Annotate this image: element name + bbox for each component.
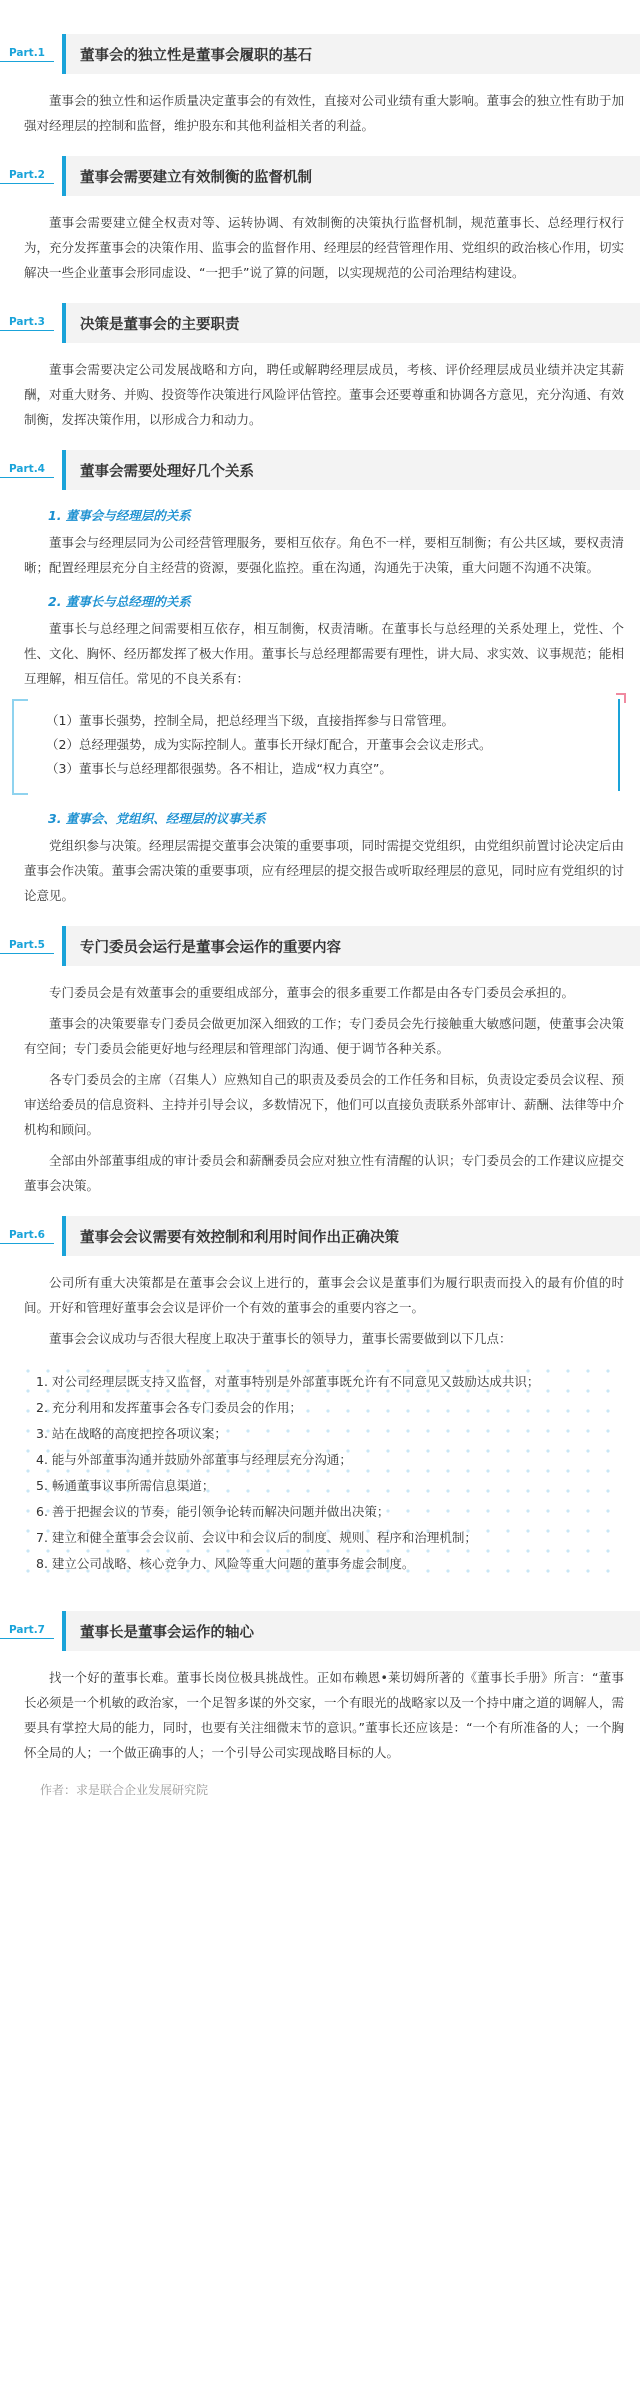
part-label: Part.7 [0, 1624, 54, 1639]
section-part3 [0, 299, 640, 432]
section-title: 董事会需要处理好几个关系 [80, 463, 254, 480]
list-item: （3）董事长与总经理都很强势。各不相让，造成“权力真空”。 [46, 761, 392, 776]
section-title-box [62, 926, 640, 966]
list-item: 5. 畅通董事议事所需信息渠道； [36, 1478, 215, 1493]
paragraph: 董事会需要建立健全权责对等、运转协调、有效制衡的决策执行监督机制，规范董事长、总经理行权行为，充分发挥董事会的决策作用、监事会的监督作用、经理层的经营管理作用、党组织的政治核心作用，切实解决一些企业董事会形同虚设、“一把手”说了算的问题，以实现规范的公司治理结构建设。 [24, 215, 625, 280]
paragraph: 董事长与总经理之间需要相互依存，相互制衡，权责清晰。在董事长与总经理的关系处理上，党性、个性、文化、胸怀、经历都发挥了极大作用。董事长与总经理都需要有理性，讲大局、求实效、议事规范；能相互理解，相互信任。常见的不良关系有： [24, 621, 625, 686]
section-header [0, 152, 640, 200]
paragraph: 各专门委员会的主席（召集人）应熟知自己的职责及委员会的工作任务和目标，负责设定委员会议程、预审送给委员的信息资料、主持并引导会议，多数情况下，他们可以直接负责联系外部审计、薪酬、法律等中介机构和顾问。 [24, 1072, 625, 1137]
section-part6 [0, 1212, 640, 1589]
chairman-duties-box [14, 1357, 622, 1589]
paragraph: 董事会的决策要靠专门委员会做更加深入细致的工作；专门委员会先行接触重大敏感问题，使董事会决策有空间；专门委员会能更好地与经理层和管理部门沟通、便于调节各种关系。 [24, 1016, 625, 1056]
subheading: 2. 董事长与总经理的关系 [48, 594, 191, 609]
section-title-box [62, 303, 640, 343]
paragraph: 董事会需要决定公司发展战略和方向，聘任或解聘经理层成员，考核、评价经理层成员业绩并决定其薪酬，对重大财务、并购、投资等作决策进行风险评估管控。董事会还要尊重和协调各方意见，充分沟通、有效制衡，发挥决策作用，以形成合力和动力。 [24, 362, 625, 427]
list-item: 7. 建立和健全董事会会议前、会议中和会议后的制度、规则、程序和治理机制； [36, 1530, 477, 1545]
subheading: 3. 董事会、党组织、经理层的议事关系 [48, 811, 266, 826]
section-header [0, 922, 640, 970]
list-item: （2）总经理强势，成为实际控制人。董事长开绿灯配合，开董事会会议走形式。 [46, 737, 492, 752]
section-part1 [0, 30, 640, 138]
paragraph: 董事会会议成功与否很大程度上取决于董事长的领导力，董事长需要做到以下几点： [49, 1331, 512, 1346]
paragraph: 董事会的独立性和运作质量决定董事会的有效性，直接对公司业绩有重大影响。董事会的独立性有助于加强对经理层的控制和监督，维护股东和其他利益相关者的利益。 [24, 93, 625, 133]
section-title-box [62, 34, 640, 74]
list-item: 6. 善于把握会议的节奏，能引领争论转而解决问题并做出决策； [36, 1504, 390, 1519]
list-item: 8. 建立公司战略、核心竞争力、风险等重大问题的董事务虚会制度。 [36, 1556, 415, 1571]
list-item: 4. 能与外部董事沟通并鼓励外部董事与经理层充分沟通； [36, 1452, 352, 1467]
list-item: 1. 对公司经理层既支持又监督，对董事特别是外部董事既允许有不同意见又鼓励达成共识； [36, 1374, 540, 1389]
part-label: Part.5 [0, 939, 54, 954]
paragraph: 全部由外部董事组成的审计委员会和薪酬委员会应对独立性有清醒的认识；专门委员会的工作建议应提交董事会决策。 [24, 1153, 625, 1193]
paragraph: 董事会与经理层同为公司经营管理服务，要相互依存。角色不一样，要相互制衡；有公共区域，要权责清晰；配置经理层充分自主经营的资源，要强化监控。重在沟通，沟通先于决策，重大问题不沟通不决策。 [24, 535, 625, 575]
section-title: 董事会需要建立有效制衡的监督机制 [80, 169, 312, 186]
part-label: Part.2 [0, 169, 54, 184]
section-header [0, 446, 640, 494]
part-label: Part.3 [0, 316, 54, 331]
section-title: 专门委员会运行是董事会运作的重要内容 [80, 939, 341, 956]
section-header [0, 1212, 640, 1260]
section-title: 董事长是董事会运作的轴心 [80, 1624, 254, 1641]
section-title-box [62, 1216, 640, 1256]
section-title-box [62, 156, 640, 196]
list-item: 3. 站在战略的高度把控各项议案； [36, 1426, 227, 1441]
paragraph: 找一个好的董事长难。董事长岗位极具挑战性。正如布赖恩•莱切姆所著的《董事长手册》所言：“董事长必须是一个机敏的政治家，一个足智多谋的外交家，一个有眼光的战略家以及一个持中庸之道的调解人，需要具有掌控大局的能力，同时，也要有关注细微末节的意识。”董事长还应该是：“一个有所准备的人；一个胸怀全局的人；一个做正确事的人；一个引导公司实现战略目标的人。 [24, 1670, 625, 1760]
section-title: 董事会的独立性是董事会履职的基石 [80, 47, 312, 64]
bad-relations-box [12, 699, 620, 791]
section-title-box [62, 450, 640, 490]
section-part7 [0, 1607, 640, 1765]
section-part2 [0, 152, 640, 285]
section-header [0, 299, 640, 347]
section-part4 [0, 446, 640, 908]
list-item: （1）董事长强势，控制全局，把总经理当下级，直接指挥参与日常管理。 [46, 713, 454, 728]
section-part5 [0, 922, 640, 1198]
section-header [0, 30, 640, 78]
section-header [0, 1607, 640, 1655]
paragraph: 公司所有重大决策都是在董事会会议上进行的，董事会会议是董事们为履行职责而投入的最有价值的时间。开好和管理好董事会会议是评价一个有效的董事会的重要内容之一。 [24, 1275, 624, 1315]
section-title: 董事会会议需要有效控制和利用时间作出正确决策 [80, 1229, 399, 1246]
part-label: Part.4 [0, 463, 54, 478]
section-title: 决策是董事会的主要职责 [80, 316, 240, 333]
author-credit: 作者：求是联合企业发展研究院 [40, 1783, 209, 1797]
section-title-box [62, 1611, 640, 1651]
list-item: 2. 充分利用和发挥董事会各专门委员会的作用； [36, 1400, 302, 1415]
part-label: Part.1 [0, 47, 54, 62]
part-label: Part.6 [0, 1229, 54, 1244]
paragraph: 党组织参与决策。经理层需提交董事会决策的重要事项，同时需提交党组织，由党组织前置讨论决定后由董事会作决策。董事会需决策的重要事项，应有经理层的提交报告或听取经理层的意见，同时应有党组织的讨论意见。 [24, 838, 625, 903]
subheading: 1. 董事会与经理层的关系 [48, 508, 191, 523]
paragraph: 专门委员会是有效董事会的重要组成部分，董事会的很多重要工作都是由各专门委员会承担的。 [49, 985, 575, 1000]
